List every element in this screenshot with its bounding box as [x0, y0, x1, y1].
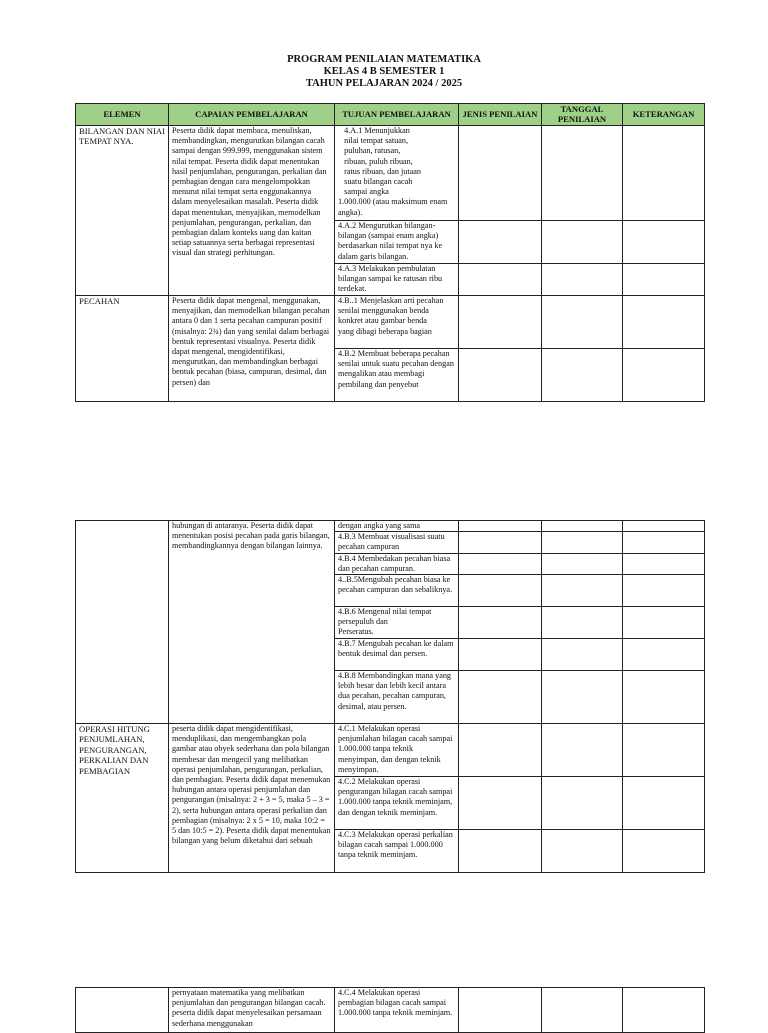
- jenis-cell: [459, 126, 542, 221]
- tanggal-cell: [542, 777, 623, 830]
- tanggal-cell: [542, 296, 623, 349]
- tujuan-cell: 4.B.8 Membandingkan mana yang lebih besar dan lebih kecil antara dua pecahan, pecahan campuran, desimal, atau persen.: [335, 671, 459, 724]
- elemen-cell: BILANGAN DAN NIAI TEMPAT NYA.: [76, 126, 169, 296]
- tanggal-cell: [542, 724, 623, 777]
- jenis-cell: [459, 264, 542, 296]
- jenis-cell: [459, 724, 542, 777]
- jenis-cell: [459, 830, 542, 873]
- tanggal-cell: [542, 126, 623, 221]
- keterangan-cell: [623, 349, 705, 402]
- elemen-cell: [76, 521, 169, 724]
- elemen-cell: PECAHAN: [76, 296, 169, 402]
- tanggal-cell: [542, 575, 623, 607]
- jenis-cell: [459, 532, 542, 553]
- assessment-table-page-3: [75, 987, 705, 1033]
- keterangan-cell: [623, 264, 705, 296]
- document-title: [0, 54, 768, 90]
- header-capaian: CAPAIAN PEMBELAJARAN: [169, 104, 335, 126]
- capaian-cell: peserta didik dapat mengidentifikasi, menduplikasi, dan mengembangkan pola gambar atau obyek sederhana dan pola bilangan membesar dan mengecil yang melibatkan operasi penjumlahan, pengurangan, perkalian, dan pembagian. Peserta didik dapat menemukan hubungan antara operasi penjumlahan dan pengurangan (misalnya: 2 + 3 = 5, maka 5 – 3 = 2), serta hubungan antara operasi perkalian dan pembagian (misalnya: 2 x 5 = 10, maka 10:2 = 5 dan 10:5 = 2). Peserta didik dapat menentukan bilangan yang belum diketahui dari sebuah: [169, 724, 335, 873]
- tujuan-cell: 4.A.3 Melakukan pembulatan bilangan sampai ke ratusan ribu terdekat.: [335, 264, 459, 296]
- capaian-cell: hubungan di antaranya. Peserta didik dapat menentukan posisi pecahan pada garis bilangan, membandingkannya dengan bilangan lainnya.: [169, 521, 335, 724]
- capaian-cell: pernyataan matematika yang melibatkan penjumlahan dan pengurangan bilangan cacah. peserta didik dapat menyelesaikan persamaan sederhana menggunakan: [169, 988, 335, 1033]
- table-row: [76, 126, 705, 221]
- keterangan-cell: [623, 830, 705, 873]
- title-line-1: PROGRAM PENILAIAN MATEMATIKA: [287, 54, 481, 65]
- header-keterangan: KETERANGAN: [623, 104, 705, 126]
- table-row: [76, 296, 705, 349]
- jenis-cell: [459, 349, 542, 402]
- jenis-cell: [459, 575, 542, 607]
- keterangan-cell: [623, 988, 705, 1033]
- tujuan-cell: 4.B.6 Mengenal nilai tempat persepuluh dan Perseratus.: [335, 607, 459, 639]
- tujuan-cell: 4..B.5Mengubah pecahan biasa ke pecahan campuran dan sebaliknya.: [335, 575, 459, 607]
- header-tanggal: TANGGAL PENILAIAN: [542, 104, 623, 126]
- table-row: [76, 724, 705, 777]
- keterangan-cell: [623, 671, 705, 724]
- jenis-cell: [459, 671, 542, 724]
- jenis-cell: [459, 221, 542, 264]
- jenis-cell: [459, 607, 542, 639]
- tujuan-cell: 4.C.4 Melakukan operasi pembagian bilagan cacah sampai 1.000.000 tanpa teknik meminjam.: [335, 988, 459, 1033]
- tujuan-cell: 4.B..1 Menjelaskan arti pecahan senilai menggunakan benda konkret atau gambar benda yang dibagi beberapa bagian: [335, 296, 459, 349]
- table-row: [76, 988, 705, 1033]
- tanggal-cell: [542, 532, 623, 553]
- tanggal-cell: [542, 221, 623, 264]
- assessment-table-page-1: [75, 103, 705, 402]
- table-header-row: [76, 104, 705, 126]
- keterangan-cell: [623, 639, 705, 671]
- jenis-cell: [459, 296, 542, 349]
- header-jenis: JENIS PENILAIAN: [459, 104, 542, 126]
- tanggal-cell: [542, 553, 623, 574]
- elemen-cell: [76, 988, 169, 1033]
- keterangan-cell: [623, 532, 705, 553]
- title-line-2: KELAS 4 B SEMESTER 1: [323, 66, 445, 77]
- tujuan-cell: 4.C.2 Melakukan operasi pengurangan bilagan cacah sampai 1.000.000 tanpa teknik meminjam, dan dengan teknik meminjam.: [335, 777, 459, 830]
- jenis-cell: [459, 553, 542, 574]
- header-elemen: ELEMEN: [76, 104, 169, 126]
- jenis-cell: [459, 988, 542, 1033]
- tujuan-cell: 4.A.2 Mengurutkan bilangan-bilangan (sampai enam angka) berdasarkan nilai tempat nya ke dalam garis bilangan.: [335, 221, 459, 264]
- keterangan-cell: [623, 521, 705, 532]
- tujuan-cell: 4.B.4 Membedakan pecahan biasa dan pecahan campuran.: [335, 553, 459, 574]
- tanggal-cell: [542, 639, 623, 671]
- keterangan-cell: [623, 553, 705, 574]
- jenis-cell: [459, 521, 542, 532]
- tanggal-cell: [542, 671, 623, 724]
- capaian-cell: Peserta didik dapat mengenal, menggunakan, menyajikan, dan memodelkan bilangan pecahan antara 0 dan 1 serta pecahan campuran positif (misalnya: 2¾) dan yang senilai dalam berbagai bentuk representasi visualnya. Peserta didik dapat mengenal, mengidentifikasi, mengurutkan, dan membandingkan berbagai bentuk pecahan (biasa, campuran, desimal, dan persen) dan: [169, 296, 335, 402]
- keterangan-cell: [623, 221, 705, 264]
- tujuan-cell: 4.C.1 Melakukan operasi penjumlahan bilagan cacah sampai 1.000.000 tanpa teknik menyimpan, dan dengan teknik menyimpan.: [335, 724, 459, 777]
- tanggal-cell: [542, 830, 623, 873]
- tanggal-cell: [542, 264, 623, 296]
- tujuan-cell: 4.B.3 Membuat visualisasi suatu pecahan campuran: [335, 532, 459, 553]
- keterangan-cell: [623, 126, 705, 221]
- tujuan-cell: 4.B.2 Membuat beberapa pecahan senilai untuk suatu pecahan dengan mengalikan atau membagi pembilang dan penyebut: [335, 349, 459, 402]
- tanggal-cell: [542, 607, 623, 639]
- tujuan-cell: dengan angka yang sama: [335, 521, 459, 532]
- keterangan-cell: [623, 296, 705, 349]
- keterangan-cell: [623, 575, 705, 607]
- tanggal-cell: [542, 521, 623, 532]
- keterangan-cell: [623, 607, 705, 639]
- keterangan-cell: [623, 777, 705, 830]
- header-tujuan: TUJUAN PEMBELAJARAN: [335, 104, 459, 126]
- jenis-cell: [459, 639, 542, 671]
- tujuan-cell: 4.C.3 Melakukan operasi perkalian bilagan cacah sampai 1.000.000 tanpa teknik meminjam.: [335, 830, 459, 873]
- keterangan-cell: [623, 724, 705, 777]
- jenis-cell: [459, 777, 542, 830]
- title-line-3: TAHUN PELAJARAN 2024 / 2025: [305, 78, 463, 89]
- tanggal-cell: [542, 349, 623, 402]
- tanggal-cell: [542, 988, 623, 1033]
- tujuan-cell: 4.A.1 Menunjukkan nilai tempat satuan, puluhan, ratusan, ribuan, puluh ribuan, ratus ribuan, dan jutaan suatu bilangan cacah sampai angka 1.000.000 (atau maksimum enam angka).: [335, 126, 459, 221]
- elemen-cell: OPERASI HITUNG PENJUMLAHAN, PENGURANGAN, PERKALIAN DAN PEMBAGIAN: [76, 724, 169, 873]
- tujuan-cell: 4.B.7 Mengubah pecahan ke dalam bentuk desimal dan persen.: [335, 639, 459, 671]
- assessment-table-page-2: [75, 520, 705, 873]
- capaian-cell: Peserta didik dapat membaca, menuliskan, membandingkan, mengurutkan bilangan cacah sampai dengan 999.999, menggunakan sistem nilai tempat. Peserta didik dapat menentukan hasil penjumlahan, pengurangan, perkalian dan pembagian dengan cara mengelompokkan menurut nilai tempat serta enggunakannya dalam menyelesaikan masalah. Peserta didik dapat menentukan, menyajikan, memodelkan penjumlahan, pengurangan, perkalian, dan pembagian dalam konteks uang dan kaitan setiap satuannya serta berbagai representasi visual dan strategi perhitungan.: [169, 126, 335, 296]
- table-row: [76, 521, 705, 532]
